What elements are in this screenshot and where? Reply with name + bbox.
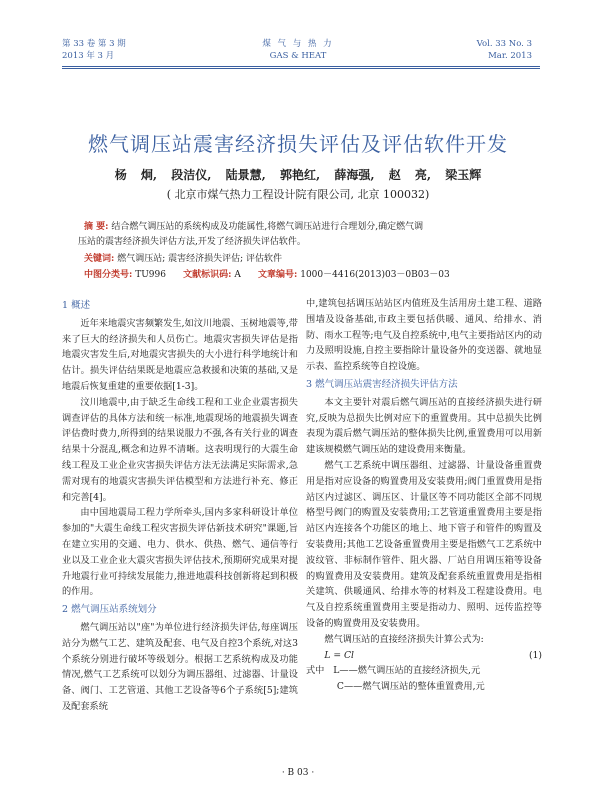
volume-issue-en: Vol. 33 No. 3 [476, 39, 532, 49]
paragraph: 本文主要针对震后燃气调压站的直接经济损失进行研究,反映为总损失比例对应下的重置费用。其中总损失比例表现为震后燃气调压站的整体损失比例,重置费用可以用新建该规模燃气调压站的建设费用来衡量。 [306, 396, 542, 456]
volume-issue: 第 33 卷 第 3 期 [62, 39, 126, 49]
article-number-value: 1000－4416(2013)03－0B03－03 [300, 270, 450, 280]
header-rule-bottom [62, 68, 540, 69]
affiliation: ( 北京市煤气热力工程设计院有限公司, 北京 100032) [166, 188, 430, 201]
page-number: · B 03 · [281, 768, 315, 778]
paragraph: 中,建筑包括调压站站区内值班及生活用房土建工程、道路围墙及设备基础,市政主要包括供暖、通风、给排水、消防、雨水工程等;电气及自控系统中,电气主要指站区内的动力及照明设施,自控主要指除计量设备外的变送器、就地显示表、监控系统等自控设施。 [306, 298, 542, 373]
abstract-label: 摘 要: [84, 222, 109, 232]
paper-title: 燃气调压站震害经济损失评估及评估软件开发 [88, 132, 508, 156]
paragraph: 燃气工艺系统中调压器组、过滤器、计量设备重置费用是指对应设备的购置费用及安装费用;阀门重置费用是指站区内过滤区、调压区、计量区等不同功能区全部不同规格型号阀门的购置及安装费用;工艺管道重置费用主要是指站区内连接各个功能区的地上、地下管子和管件的购置及安装费用;其他工艺设备重置费用主要是指燃气工艺系统中波纹管、非标制作管件、阻火器、厂站自用调压箱等设备的购置费用及安装费用。建筑及配套系统重置费用是指相关建筑、供暖通风、给排水等的材料及工程建设费用。电气及自控系统重置费用主要是指动力、照明、远传监控等设备的购置费用及安装费用。 [306, 459, 542, 629]
journal-name-en: GAS & HEAT [269, 51, 327, 61]
section-heading-overview: 1 概述 [62, 300, 91, 311]
clc-label: 中图分类号: [84, 270, 133, 280]
section-heading-system-division: 2 燃气调压站系统划分 [62, 604, 157, 616]
equation-number: (1) [528, 649, 542, 661]
paragraph: 汶川地震中,由于缺乏生命线工程和工业企业震害损失调查评估的具体方法和统一标准,地震现场的地震损失调查评估费时费力,所得到的结果说服力不强,各有关行业的调查结果十分混乱,概念和边界不清晰。这表明现行的大震生命线工程及工业企业灾害损失评估方法无法满足实际需求,急需对现有的地震灾害损失评估模型和方法进行补充、修正和完善[4]。 [62, 396, 298, 503]
publication-date-en: Mar. 2013 [488, 51, 532, 61]
paragraph: 燃气调压站以"座"为单位进行经济损失评估,每座调压站分为燃气工艺、建筑及配套、电气及自控3个系统,对这3个系统分别进行破坏等级划分。根据工艺系统构成及功能情况,燃气工艺系统可以划分为调压器组、过滤器、计量设备、阀门、工艺管道、其他工艺设备等6个子系统[5];建筑及配套系统 [62, 621, 298, 712]
keywords-text: 燃气调压站; 震害经济损失评估; 评估软件 [117, 254, 282, 264]
equation-1 [306, 648, 542, 664]
keywords-label: 关键词: [84, 254, 115, 264]
paragraph: 近年来地震灾害频繁发生,如汶川地震、玉树地震等,带来了巨大的经济损失和人员伤亡。地震灾害损失评估是指地震灾害发生后,对地震灾害损失的大小进行科学地统计和估计。损失评估结果既是地震应急救援和决策的基础,又是地震后恢复重建的重要依据[1-3]。 [62, 317, 298, 392]
abstract-text: 结合燃气调压站的系统构成及功能属性,将燃气调压站进行合理划分,确定燃气调 [111, 222, 424, 232]
header-rule-top [62, 66, 540, 67]
journal-volume-header-en [477, 38, 532, 62]
where-prefix: 式中 [306, 665, 325, 677]
journal-name-cn: 煤 气 与 热 力 [262, 39, 334, 49]
definition-text: C——燃气调压站的整体重置费用,元 [336, 681, 485, 693]
paragraph: 由中国地震局工程力学所牵头,国内多家科研设计单位参加的"大震生命线工程灾害损失评估新技术研究"课题,旨在建立实用的交通、电力、供水、供热、燃气、通信等行业以及工业企业大震灾害损失评估技术,预期研究成果对提升地震行业可持续发展能力,推进地震科技创新将起到积极的作用。 [62, 507, 298, 598]
author-list: 杨 炯, 段洁仪, 陆景慧, 郭艳红, 薛海强, 赵 亮, 梁玉辉 [114, 168, 482, 182]
abstract-text-2: 压站的震害经济损失评估方法,开发了经济损失评估软件。 [78, 237, 306, 247]
left-column [62, 296, 298, 715]
equation-body: L = Cl [324, 649, 354, 661]
definition-text: L——燃气调压站的直接经济损失,元 [333, 665, 481, 677]
classification-line [84, 268, 524, 282]
doc-code-value: A [234, 270, 241, 280]
doc-code-label: 文献标识码: [183, 270, 232, 280]
variable-definition-l [306, 663, 542, 679]
publication-date: 2013 年 3 月 [62, 51, 115, 61]
abstract-continuation [78, 235, 518, 249]
variable-definition-c [306, 679, 542, 695]
abstract [84, 220, 524, 234]
article-number-label: 文章编号: [258, 270, 298, 280]
right-column [306, 296, 542, 695]
paragraph: 燃气调压站的直接经济损失计算公式为: [324, 633, 484, 645]
section-heading-assessment-method: 3 燃气调压站震害经济损失评估方法 [306, 378, 458, 390]
keywords [84, 252, 524, 266]
clc-value: TU996 [135, 270, 166, 280]
